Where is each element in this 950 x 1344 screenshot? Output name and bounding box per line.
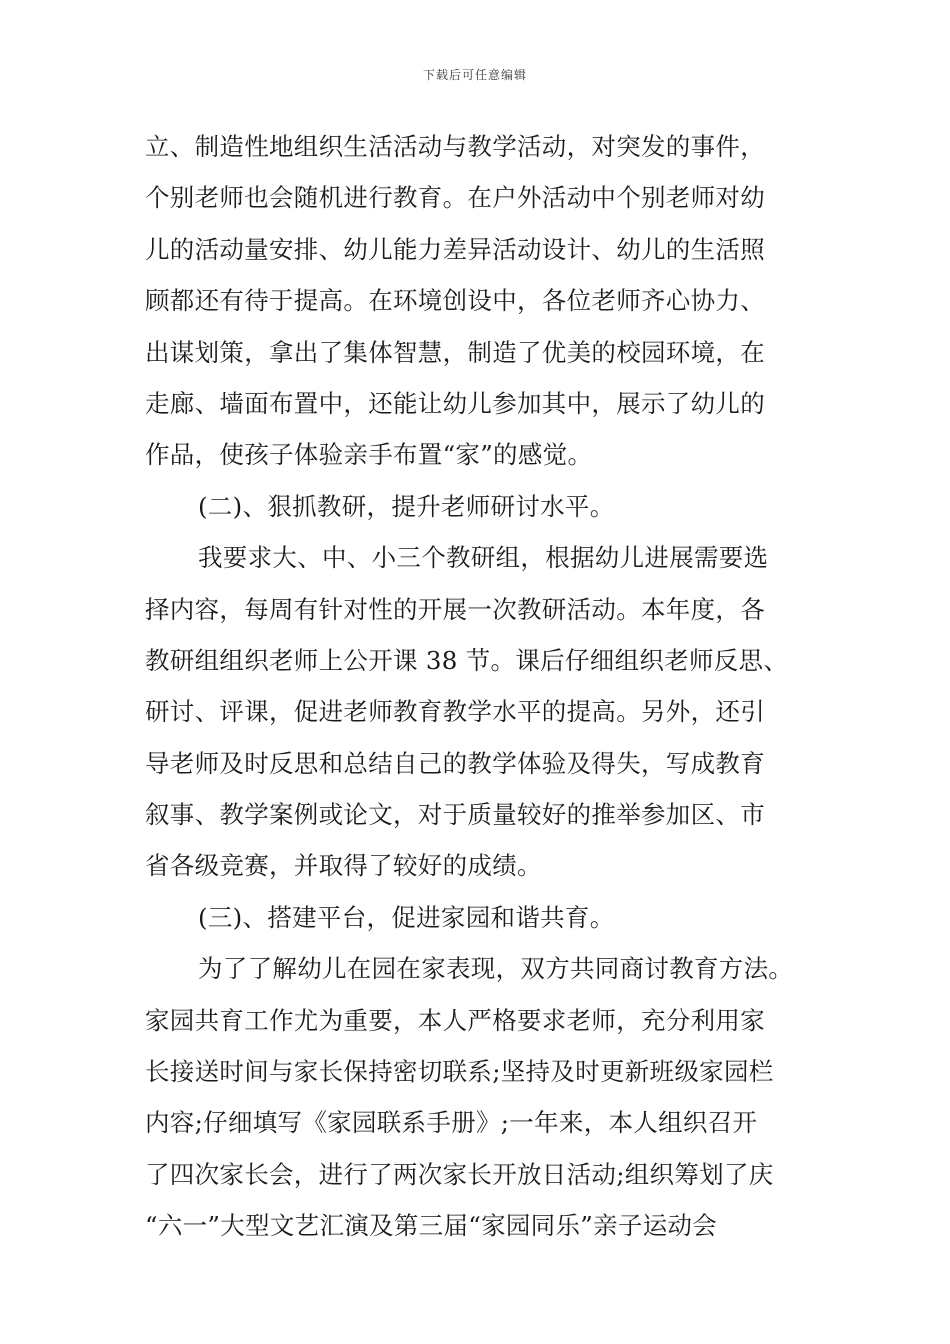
section-heading: (三)、搭建平台，促进家园和谐共育。 <box>198 902 615 932</box>
paragraph-first-line: 我要求大、中、小三个教研组，根据幼儿进展需要选 <box>198 543 769 573</box>
page-header-note: 下载后可任意编辑 <box>422 68 527 82</box>
section-heading: (二)、狠抓教研，提升老师研讨水平。 <box>198 491 615 521</box>
text-line: 省各级竞赛，并取得了较好的成绩。 <box>145 851 542 881</box>
text-line: 立、制造性地组织生活活动与教学活动，对突发的事件， <box>145 132 765 161</box>
text-line: 择内容，每周有针对性的开展一次教研活动。本年度，各 <box>145 594 765 624</box>
text-line: 出谋划策，拿出了集体智慧，制造了优美的校园环境，在 <box>145 337 765 367</box>
text-line: 内容;仔细填写《家园联系手册》;一年来，本人组织召开 <box>145 1108 758 1138</box>
document-body <box>145 128 810 1259</box>
text-line: 研讨、评课，促进老师教育教学水平的提高。另外，还引 <box>145 697 765 727</box>
text-line: 了四次家长会，进行了两次家长开放日活动;组织筹划了庆 <box>145 1159 774 1189</box>
text-line: 导老师及时反思和总结自己的教学体验及得失，写成教育 <box>145 748 765 778</box>
paragraph-first-line: 为了了解幼儿在园在家表现，双方共同商讨教育方法。 <box>198 954 794 984</box>
text-line: 儿的活动量安排、幼儿能力差异活动设计、幼儿的生活照 <box>145 234 765 264</box>
text-line: 顾都还有待于提高。在环境创设中，各位老师齐心协力、 <box>145 286 765 316</box>
text-line: 作品，使孩子体验亲手布置“家”的感觉。 <box>145 440 593 470</box>
text-line: 长接送时间与家长保持密切联系;坚持及时更新班级家园栏 <box>145 1057 774 1087</box>
text-line: 个别老师也会随机进行教育。在户外活动中个别老师对幼 <box>145 183 765 213</box>
text-line: 走廊、墙面布置中，还能让幼儿参加其中，展示了幼儿的 <box>145 388 765 418</box>
text-line: 教研组组织老师上公开课 38 节。课后仔细组织老师反思、 <box>145 645 789 675</box>
text-line: 家园共育工作尤为重要，本人严格要求老师，充分利用家 <box>145 1005 765 1035</box>
text-line: 叙事、教学案例或论文，对于质量较好的推举参加区、市 <box>145 800 765 830</box>
text-line: “六一”大型文艺汇演及第三届“家园同乐”亲子运动会 <box>145 1211 718 1241</box>
